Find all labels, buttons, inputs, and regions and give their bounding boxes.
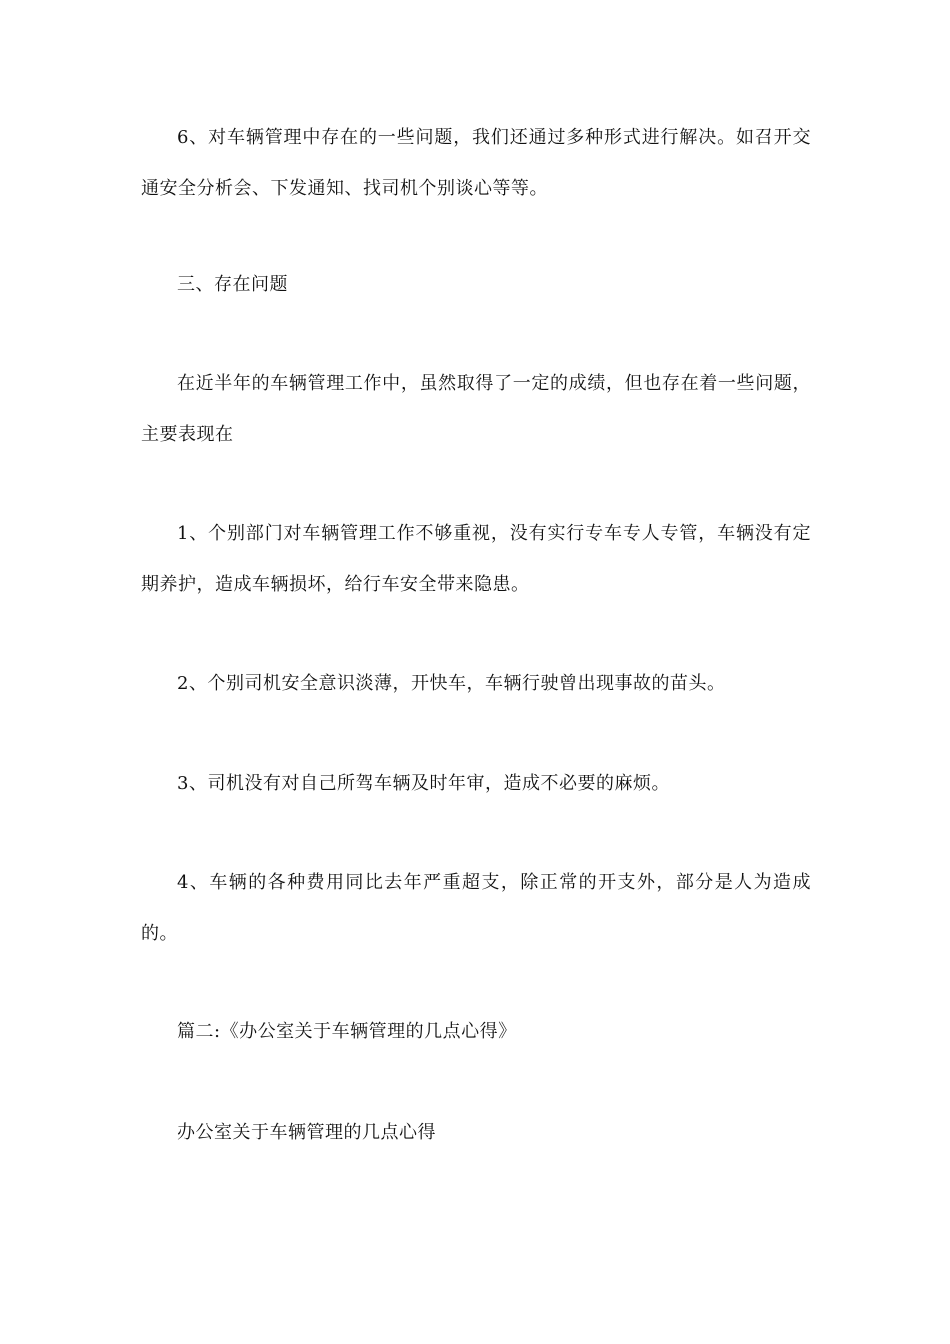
paragraph-problems-intro: 在近半年的车辆管理工作中，虽然取得了一定的成绩，但也存在着一些问题，主要表现在 [141, 373, 811, 445]
article-two-subtitle: 办公室关于车辆管理的几点心得 [177, 1122, 436, 1143]
paragraph-problem-1: 1、个别部门对车辆管理工作不够重视，没有实行专车专人专管，车辆没有定期养护，造成车辆损坏，给行车安全带来隐患。 [141, 523, 811, 595]
paragraph-vehicle-issue-resolution: 6、对车辆管理中存在的一些问题，我们还通过多种形式进行解决。如召开交通安全分析会、下发通知、找司机个别谈心等等。 [141, 127, 811, 199]
article-two-title: 篇二:《办公室关于车辆管理的几点心得》 [177, 1021, 517, 1042]
section-heading-existing-problems: 三、存在问题 [177, 274, 288, 295]
paragraph-problem-2: 2、个别司机安全意识淡薄，开快车，车辆行驶曾出现事故的苗头。 [177, 673, 726, 694]
paragraph-problem-4: 4、车辆的各种费用同比去年严重超支，除正常的开支外，部分是人为造成的。 [141, 872, 811, 944]
paragraph-problem-3: 3、司机没有对自己所驾车辆及时年审，造成不必要的麻烦。 [177, 773, 670, 794]
